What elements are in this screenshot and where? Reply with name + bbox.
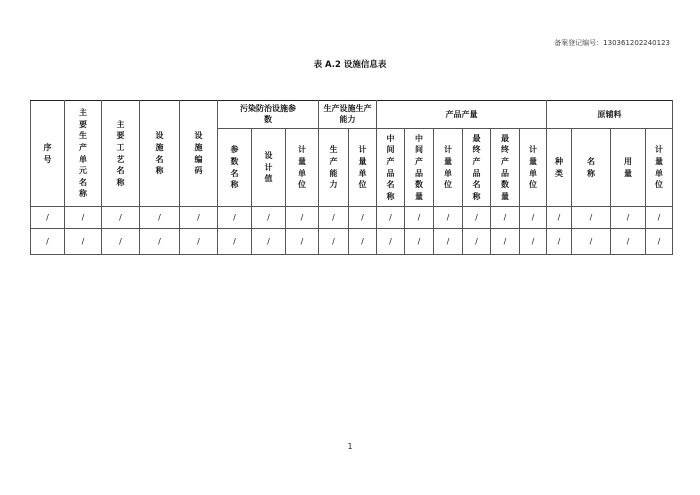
cell: / (218, 207, 252, 229)
cell: / (65, 207, 102, 229)
page-number: 1 (347, 442, 353, 451)
cell: / (180, 229, 218, 255)
cell: / (646, 229, 673, 255)
cell: / (140, 229, 180, 255)
table-row (31, 229, 673, 255)
cell: / (572, 207, 611, 229)
cell: / (547, 207, 572, 229)
col-pollution-design-value: 设计值 (252, 129, 286, 207)
registration-number: 备案登记编号：130361202240123 (554, 39, 670, 47)
cell: / (286, 229, 319, 255)
col-facility-name: 设施名称 (140, 101, 180, 207)
table-row (31, 207, 673, 229)
cell: / (102, 229, 140, 255)
col-material-type: 种类 (547, 129, 572, 207)
col-material-usage: 用量 (611, 129, 646, 207)
table-title: 表 A.2 设施信息表 (313, 60, 387, 70)
cell: / (319, 229, 349, 255)
col-production-capacity: 生产能力 (319, 129, 349, 207)
cell: / (646, 207, 673, 229)
col-production-unit: 计量单位 (349, 129, 377, 207)
facility-info-table (30, 100, 673, 255)
cell: / (252, 229, 286, 255)
col-mid-unit: 计量单位 (434, 129, 463, 207)
col-facility-code: 设施编码 (180, 101, 218, 207)
cell: / (252, 207, 286, 229)
cell: / (140, 207, 180, 229)
col-pollution-param-name: 参数名称 (218, 129, 252, 207)
group-production-capacity: 生产设施生产能力 (319, 101, 377, 129)
cell: / (434, 229, 463, 255)
col-material-name: 名称 (572, 129, 611, 207)
col-pollution-unit: 计量单位 (286, 129, 319, 207)
group-raw-materials: 原辅料 (547, 101, 673, 129)
cell: / (349, 207, 377, 229)
col-seq: 序号 (31, 101, 65, 207)
cell: / (547, 229, 572, 255)
cell: / (31, 229, 65, 255)
cell: / (405, 229, 434, 255)
cell: / (520, 229, 547, 255)
col-mid-product-qty: 中间产品数量 (405, 129, 434, 207)
cell: / (218, 229, 252, 255)
group-pollution-params: 污染防治设施参数 (218, 101, 319, 129)
col-final-unit: 计量单位 (520, 129, 547, 207)
col-material-unit: 计量单位 (646, 129, 673, 207)
col-final-product-name: 最终产品名称 (463, 129, 491, 207)
cell: / (463, 207, 491, 229)
cell: / (491, 229, 520, 255)
cell: / (572, 229, 611, 255)
col-final-product-qty: 最终产品数量 (491, 129, 520, 207)
cell: / (377, 207, 405, 229)
cell: / (180, 207, 218, 229)
cell: / (31, 207, 65, 229)
cell: / (65, 229, 102, 255)
col-unit-name: 主要生产单元名称 (65, 101, 102, 207)
cell: / (286, 207, 319, 229)
group-product-output: 产品产量 (377, 101, 547, 129)
cell: / (102, 207, 140, 229)
cell: / (463, 229, 491, 255)
cell: / (520, 207, 547, 229)
cell: / (405, 207, 434, 229)
col-mid-product-name: 中间产品名称 (377, 129, 405, 207)
cell: / (434, 207, 463, 229)
cell: / (491, 207, 520, 229)
cell: / (377, 229, 405, 255)
cell: / (611, 207, 646, 229)
cell: / (319, 207, 349, 229)
col-process-name: 主要工艺名称 (102, 101, 140, 207)
cell: / (349, 229, 377, 255)
cell: / (611, 229, 646, 255)
